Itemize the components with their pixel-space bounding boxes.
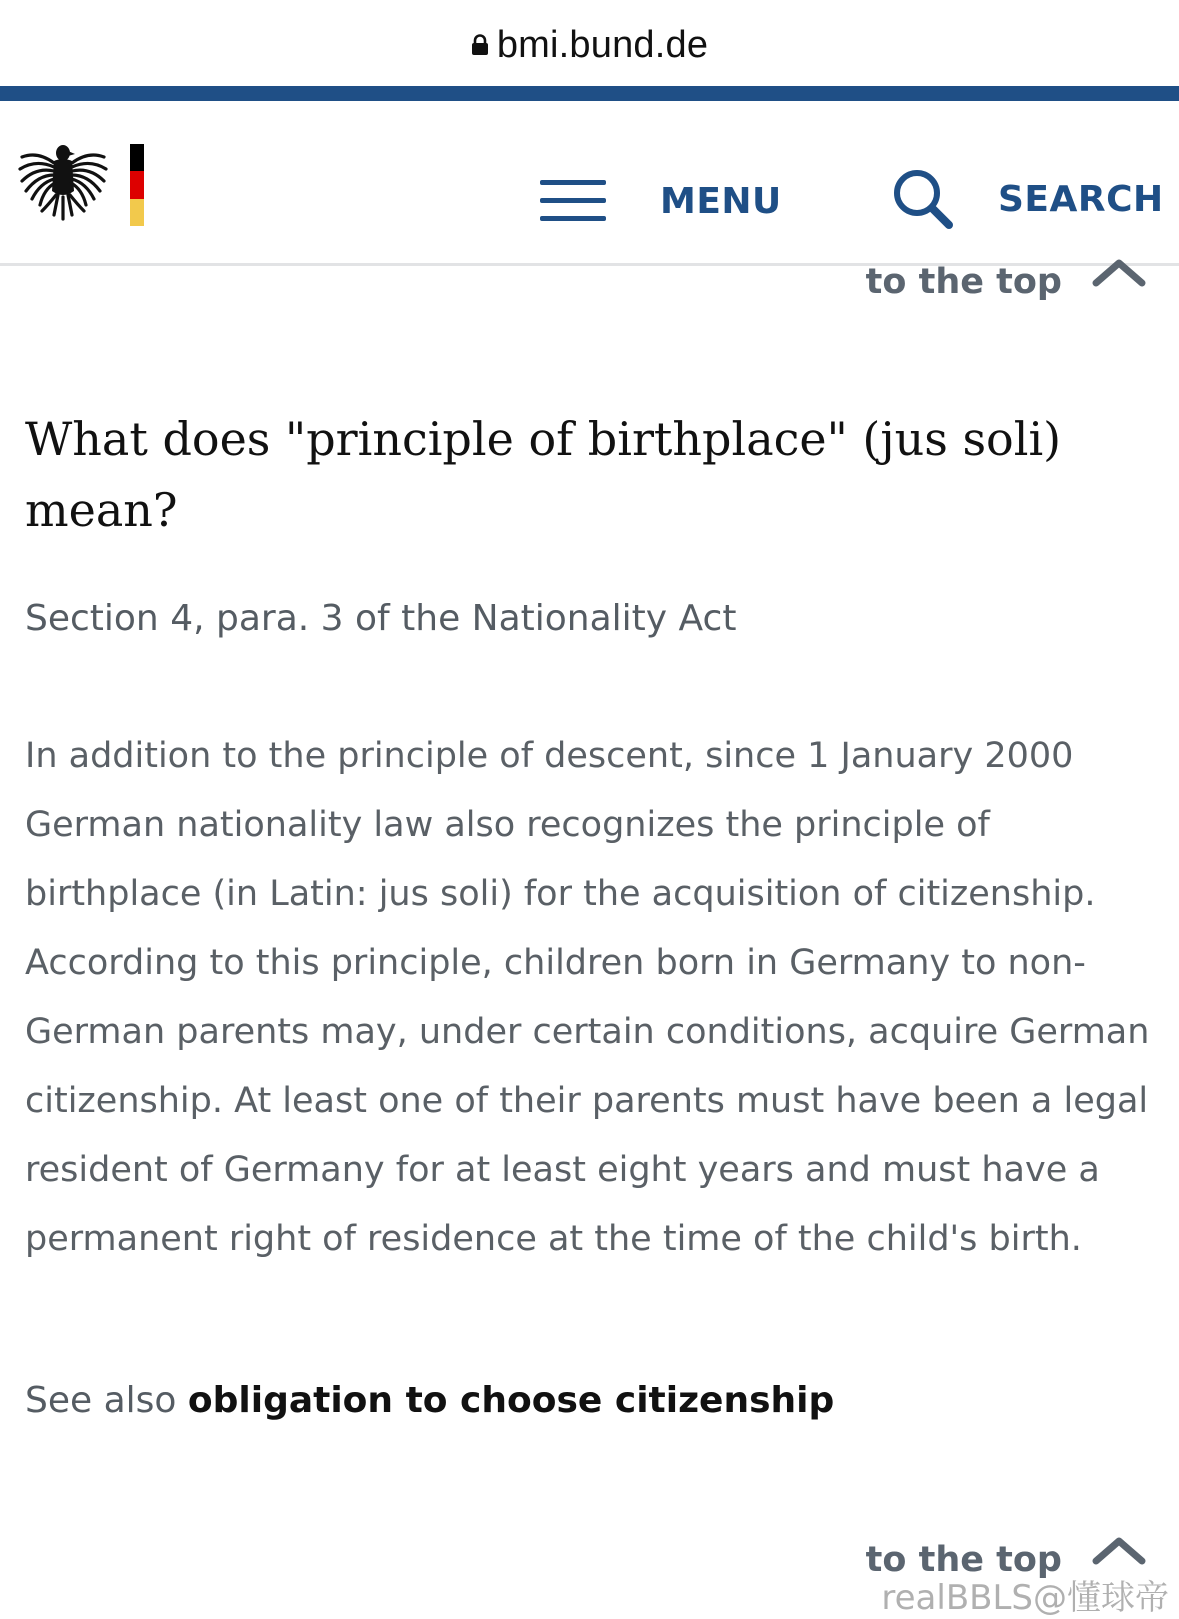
search-label: SEARCH	[998, 178, 1164, 220]
chevron-up-icon	[1092, 1535, 1146, 1565]
german-flag-bar	[130, 144, 144, 226]
chevron-up-icon	[1092, 257, 1146, 287]
hamburger-icon	[540, 178, 606, 224]
address-bar-content	[471, 24, 708, 67]
flag-stripe-black	[130, 144, 144, 171]
back-to-top-label-bottom: to the top	[865, 1540, 1062, 1580]
back-to-top-label: to the top	[865, 262, 1062, 302]
url-text: bmi.bund.de	[496, 23, 709, 66]
flag-stripe-gold	[130, 199, 144, 226]
federal-eagle-logo[interactable]	[18, 139, 108, 227]
article-title: What does "principle of birthplace" (jus soli) mean?	[25, 412, 1062, 537]
menu-button[interactable]	[540, 173, 782, 229]
section-reference: Section 4, para. 3 of the Nationality Act	[25, 598, 737, 639]
back-to-top-link[interactable]	[866, 262, 1146, 302]
flag-stripe-red	[130, 171, 144, 198]
browser-address-bar[interactable]	[0, 0, 1179, 86]
search-button[interactable]	[892, 167, 1164, 231]
see-also-link[interactable]: obligation to choose citizenship	[187, 1380, 835, 1421]
lock-icon	[471, 34, 489, 56]
see-also-prefix: See also	[25, 1380, 177, 1421]
header-accent-band	[0, 86, 1179, 101]
menu-label: MENU	[660, 180, 782, 222]
see-also	[25, 1380, 834, 1421]
site-header	[0, 101, 1179, 266]
search-icon	[892, 168, 954, 230]
article-body: In addition to the principle of descent, since 1 January 2000 German nationality law also recognizes the principle of birthplace (in Latin: jus soli) for the acquisition of citizenship. According to this principle, children born in Germany to non-German parents may, under certain conditions, acquire German citizenship. At least one of their parents must have been a legal resident of Germany for at least eight years and must have a permanent right of residence at the time of the child's birth.	[25, 736, 1150, 1259]
watermark-text: realBBLS@懂球帝	[881, 1578, 1169, 1618]
